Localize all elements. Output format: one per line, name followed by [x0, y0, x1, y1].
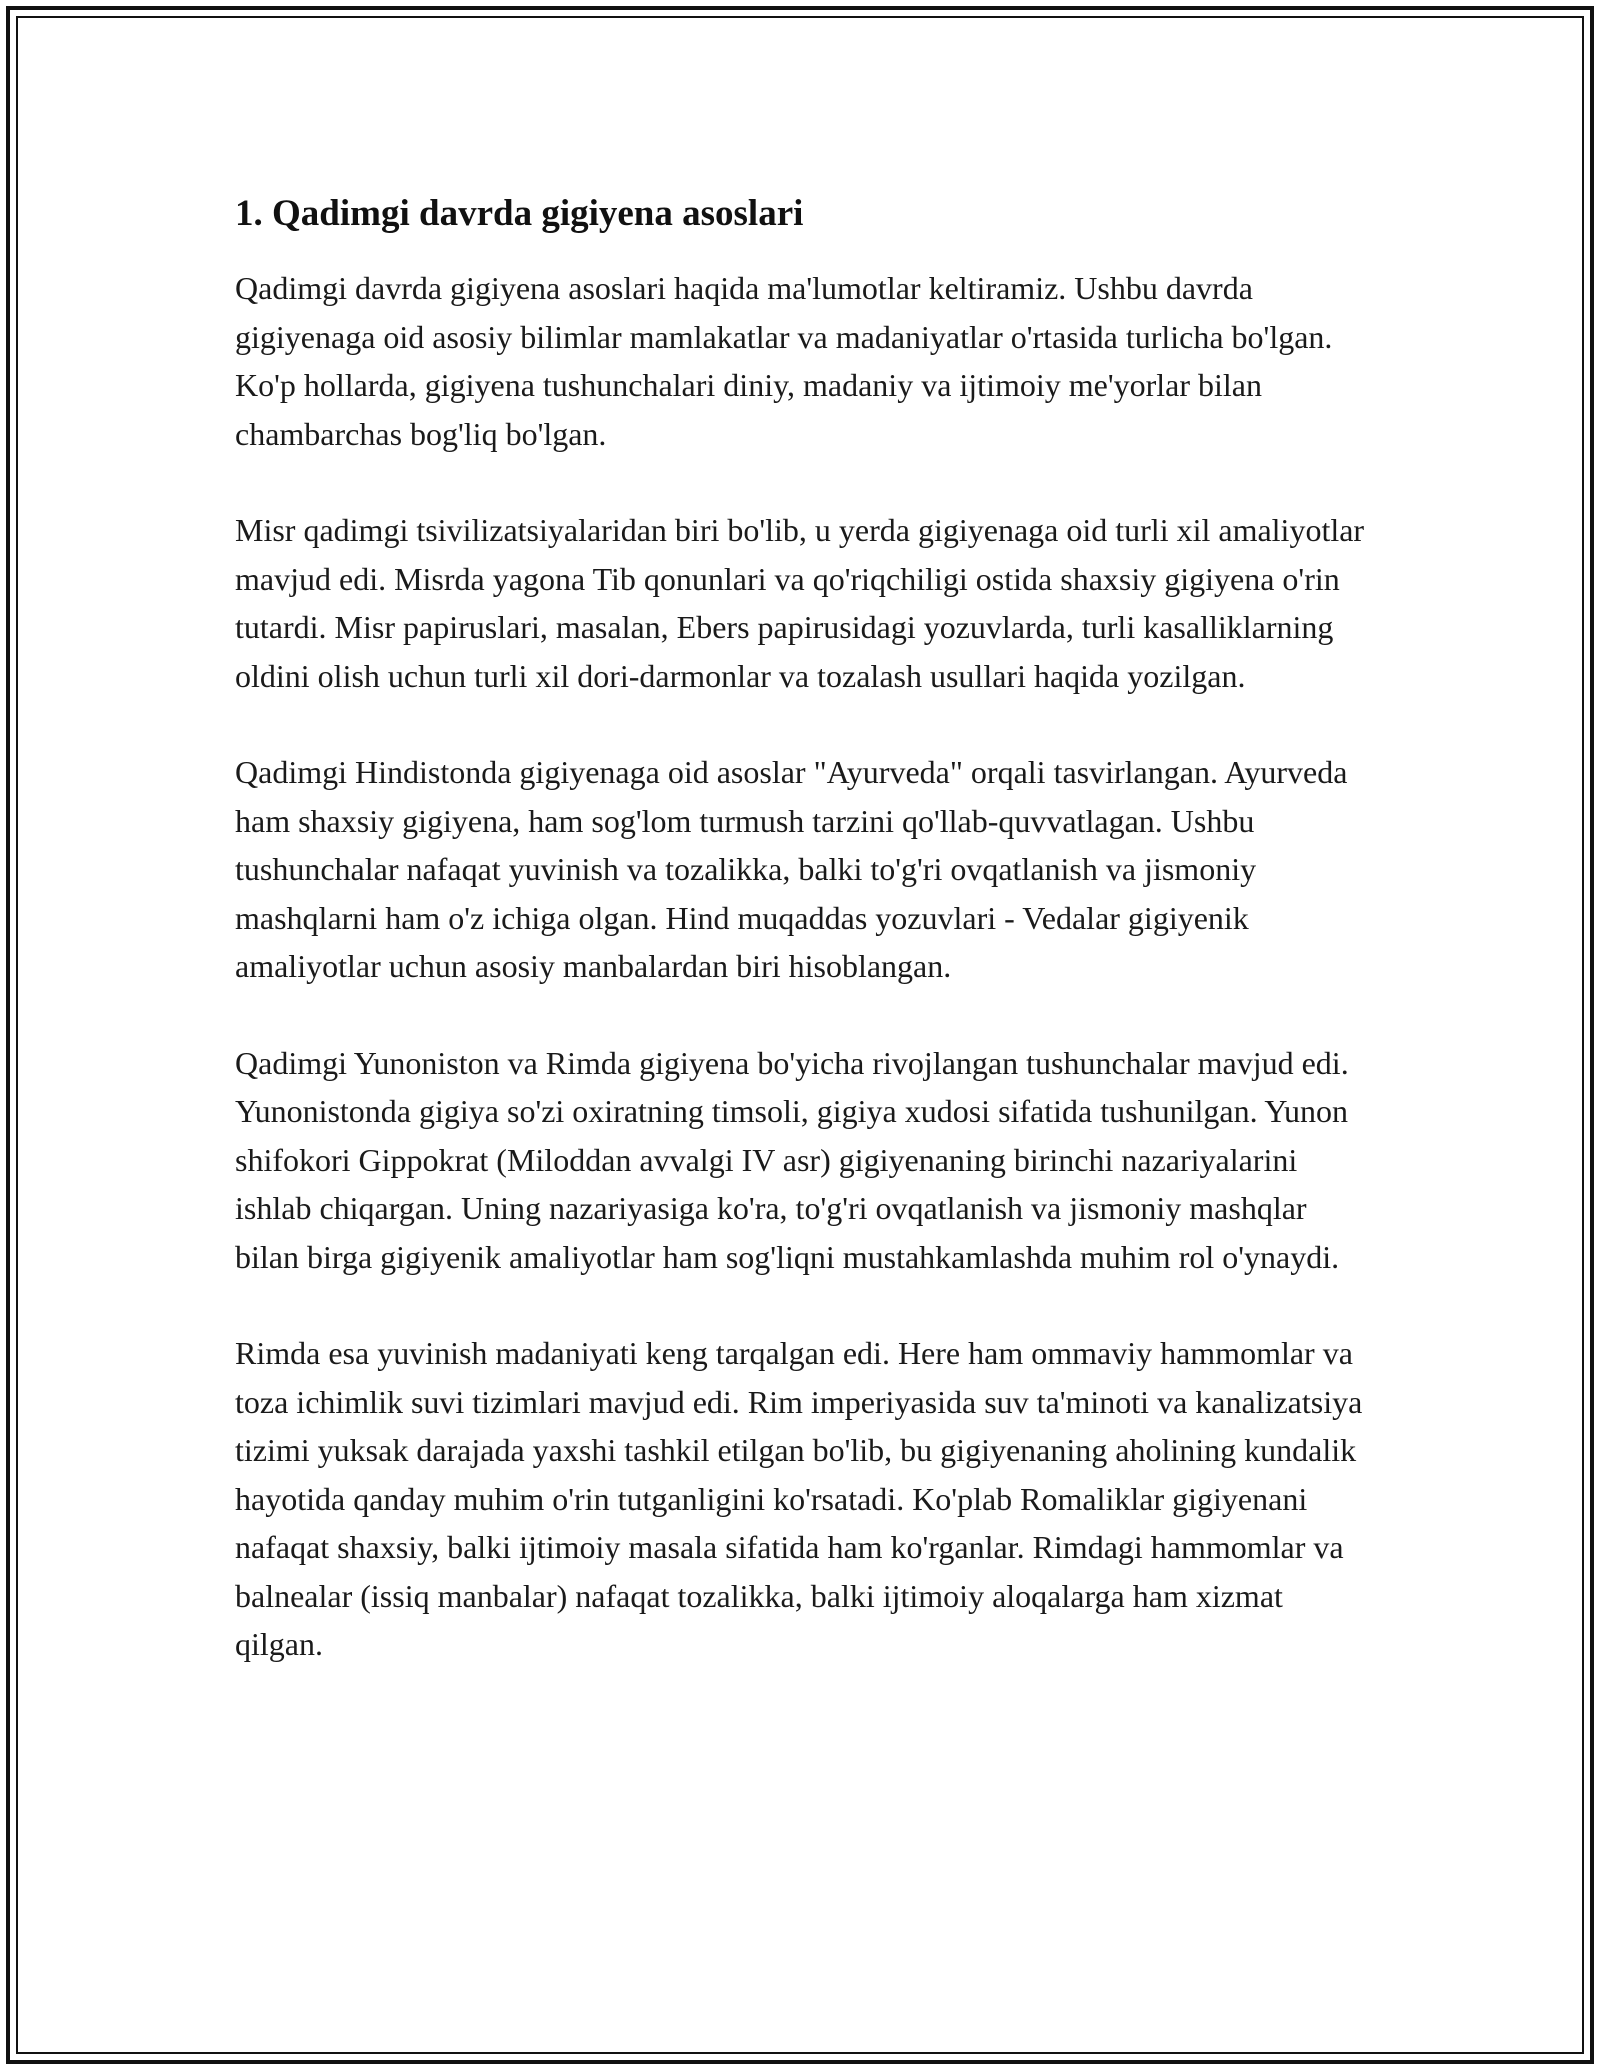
paragraph-rome: Rimda esa yuvinish madaniyati keng tarqalgan edi. Here ham ommaviy hammomlar va toza ichimlik suvi tizimlari mavjud edi. Rim imperiyasida suv ta'minoti va kanalizatsiya tizimi yuksak darajada yaxshi tashkil etilgan bo'lib, bu gigiyenaning aholining kundalik hayotida qanday muhim o'rin tutganligini ko'rsatadi. Ko'plab Romaliklar gigiyenani nafaqat shaxsiy, balki ijtimoiy masala sifatida ham ko'rganlar. Rimdagi hammomlar va balnealar (issiq manbalar) nafaqat tozalikka, balki ijtimoiy aloqalarga ham xizmat qilgan. [235, 1335, 1363, 1662]
paragraph-india: Qadimgi Hindistonda gigiyenaga oid asoslar "Ayurveda" orqali tasvirlangan. Ayurveda ham shaxsiy gigiyena, ham sog'lom turmush tarzini qo'llab-quvvatlagan. Ushbu tushunchalar nafaqat yuvinish va tozalikka, balki to'g'ri ovqatlanish va jismoniy mashqlarni ham o'z ichiga olgan. Hind muqaddas yozuvlari - Vedalar gigiyenik amaliyotlar uchun asosiy manbalardan biri hisoblangan. [235, 754, 1348, 984]
paragraph-greece-rome: Qadimgi Yunoniston va Rimda gigiyena bo'yicha rivojlangan tushunchalar mavjud edi. Yunonistonda gigiya so'zi oxiratning timsoli, gigiya xudosi sifatida tushunilgan. Yunon shifokori Gippokrat (Miloddan avvalgi IV asr) gigiyenaning birinchi nazariyalarini ishlab chiqargan. Uning nazariyasiga ko'ra, to'g'ri ovqatlanish va jismoniy mashqlar bilan birga gigiyenik amaliyotlar ham sog'liqni mustahkamlashda muhim rol o'ynaydi. [235, 1044, 1349, 1275]
paragraph-intro: Qadimgi davrda gigiyena asoslari haqida ma'lumotlar keltiramiz. Ushbu davrda gigiyenaga oid asosiy bilimlar mamlakatlar va madaniyatlar o'rtasida turlicha bo'lgan. Ko'p hollarda, gigiyena tushunchalari diniy, madaniy va ijtimoiy me'yorlar bilan chambarchas bog'liq bo'lgan. [235, 270, 1333, 452]
paragraph-egypt: Misr qadimgi tsivilizatsiyalaridan biri bo'lib, u yerda gigiyenaga oid turli xil amaliyotlar mavjud edi. Misrda yagona Tib qonunlari va qo'riqchiligi ostida shaxsiy gigiyena o'rin tutardi. Misr papiruslari, masalan, Ebers papirusidagi yozuvlarda, turli kasalliklarning oldini olish uchun turli xil dori-darmonlar va tozalash usullari haqida yozilgan. [235, 512, 1365, 694]
section-heading: 1. Qadimgi davrda gigiyena asoslari [235, 193, 804, 234]
document-body [235, 186, 1375, 1717]
